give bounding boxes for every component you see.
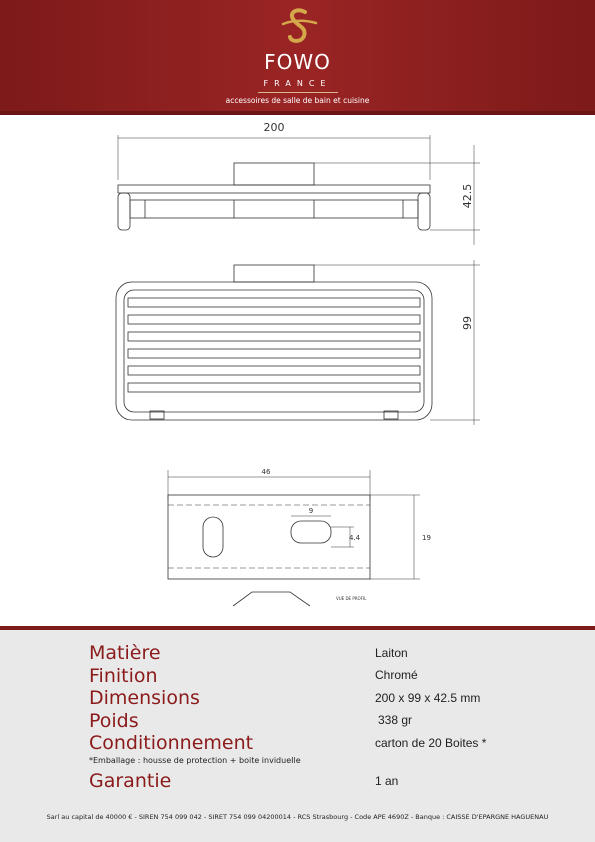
fowo-logo-icon — [279, 6, 319, 48]
detail-slot-left — [203, 517, 223, 557]
detail-plate — [168, 495, 370, 579]
brand-country: FRANCE — [263, 79, 332, 88]
spec-value-finition: Chromé — [375, 668, 418, 682]
top-view-mount — [234, 163, 314, 185]
spec-value-poids: 338 gr — [378, 713, 413, 727]
brand-header — [0, 0, 595, 111]
dim-height-front-label: 99 — [461, 316, 474, 330]
footer-divider — [0, 626, 595, 630]
spec-label-poids: Poids — [89, 710, 139, 732]
dim-width-label: 200 — [263, 121, 285, 134]
profile-view — [233, 592, 310, 606]
front-view-mount — [234, 265, 314, 282]
spec-value-conditionnement: carton de 20 Boites * — [375, 736, 487, 750]
brand-tagline: accessoires de salle de bain et cuisine — [225, 96, 370, 105]
dim-height-top-label: 42.5 — [461, 183, 474, 209]
legal-footer: Sarl au capital de 40000 € - SIREN 754 099 042 - SIRET 754 099 04200014 - RCS Strasbourg - Code APE 4690Z - Banque : CAISSE D'EPARGNE HAGUENAU — [46, 813, 549, 821]
profile-caption: VUE DE PROFIL — [336, 596, 367, 601]
spec-label-matiere: Matière — [89, 642, 161, 664]
detail-width-label: 46 — [261, 468, 271, 476]
slot-width-label: 9 — [308, 507, 314, 515]
packaging-note: *Emballage : housse de protection + boite invidueIle — [89, 756, 301, 765]
spec-label-garantie: Garantie — [89, 770, 172, 792]
spec-label-dimensions: Dimensions — [89, 687, 200, 709]
technical-drawing — [0, 115, 595, 625]
spec-value-matiere: Laiton — [375, 646, 408, 660]
front-view-basket — [116, 282, 432, 420]
slot-height-label: 4.4 — [349, 534, 361, 542]
spec-label-finition: Finition — [89, 665, 158, 687]
detail-height-label: 19 — [422, 534, 431, 542]
spec-value-garantie: 1 an — [375, 774, 399, 788]
brand-name: FOWO — [264, 50, 331, 74]
detail-slot-right — [291, 521, 331, 543]
brand-divider — [258, 92, 338, 93]
top-view-body — [118, 185, 430, 193]
spec-label-conditionnement: Conditionnement — [89, 732, 254, 754]
spec-value-dimensions: 200 x 99 x 42.5 mm — [375, 691, 481, 705]
